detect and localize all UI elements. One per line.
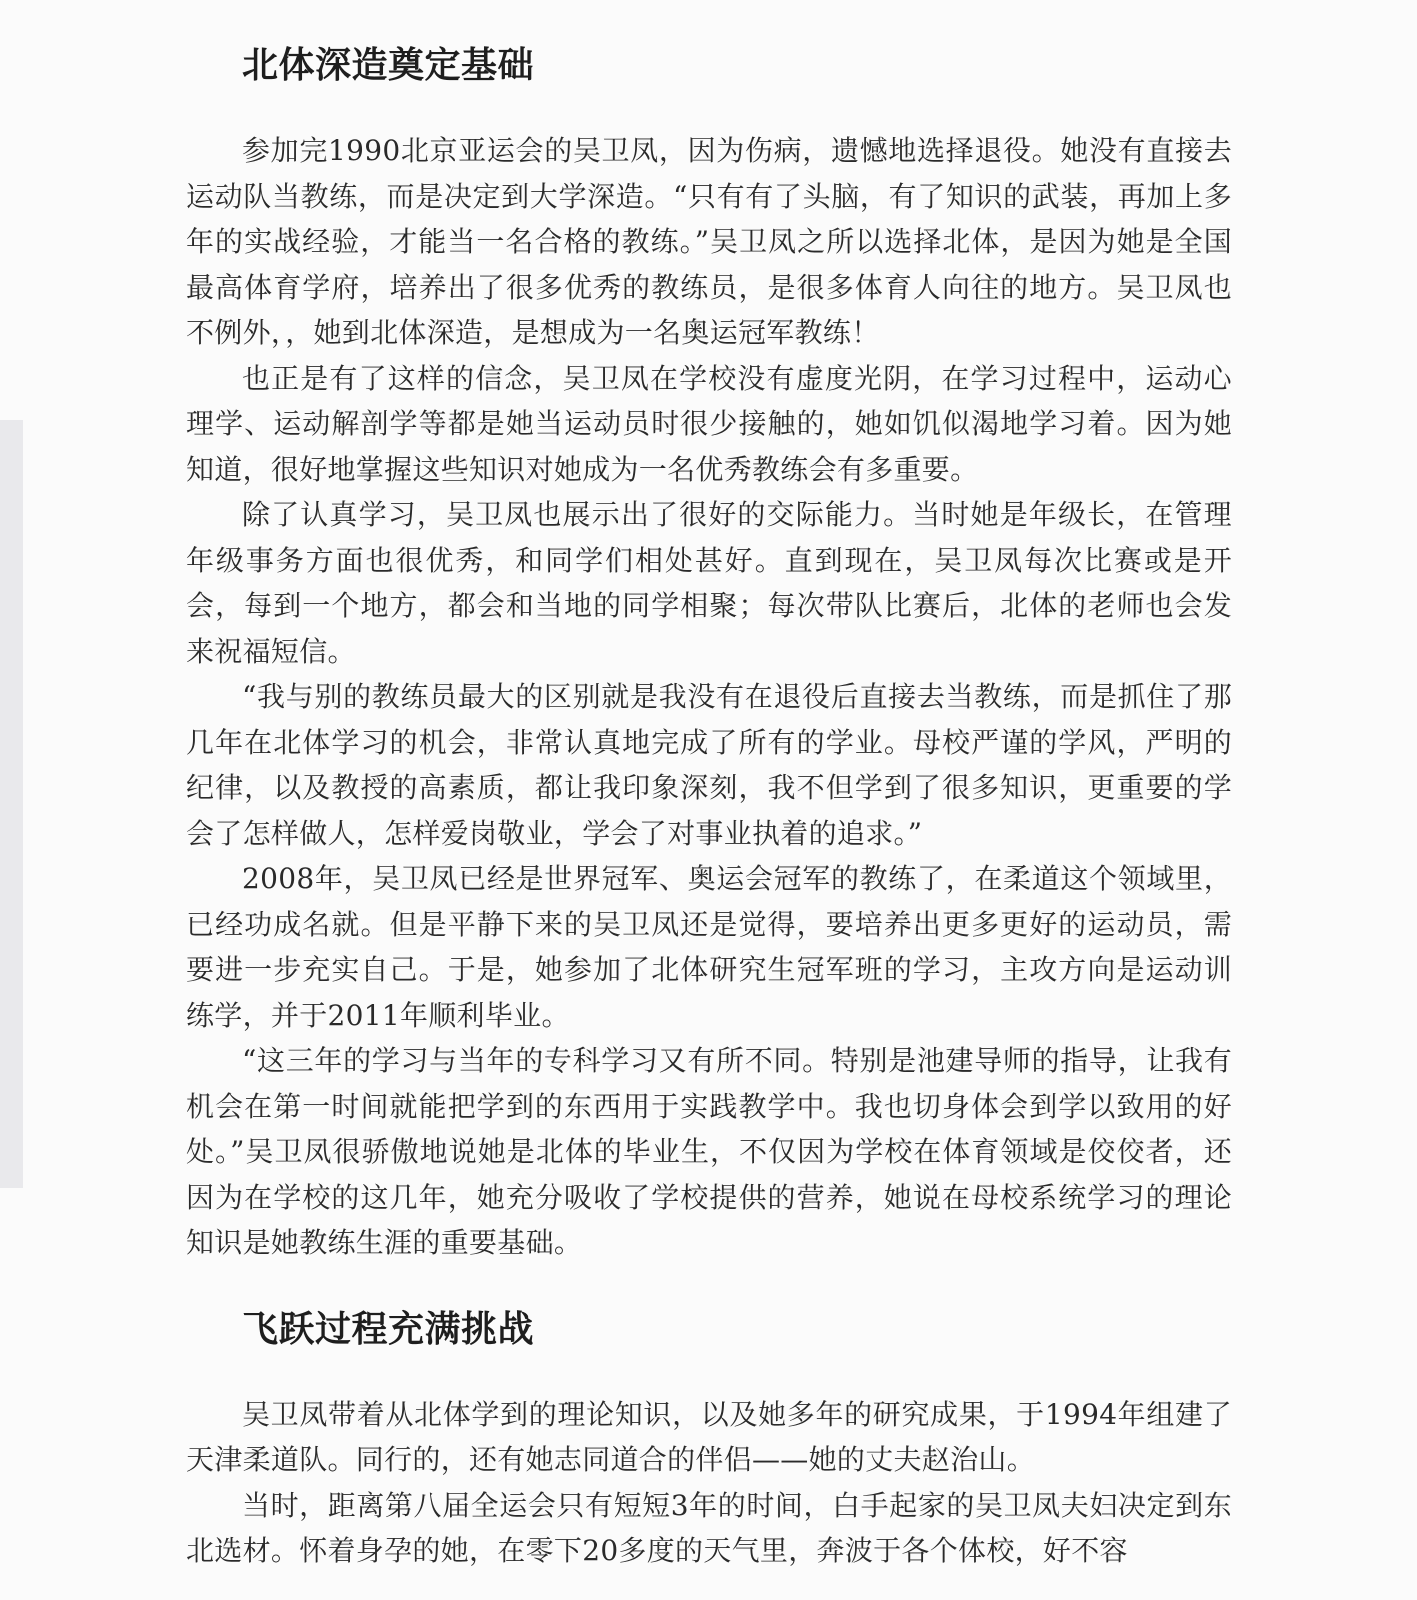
- body-paragraph: 参加完1990北京亚运会的吴卫凤，因为伤病，遗憾地选择退役。她没有直接去运动队当教练，而是决定到大学深造。“只有有了头脑，有了知识的武装，再加上多年的实战经验，才能当一名合格的教练。”吴卫凤之所以选择北体，是因为她是全国最高体育学府，培养出了很多优秀的教练员，是很多体育人向往的地方。吴卫凤也不例外，，她到北体深造，是想成为一名奥运冠军教练！: [186, 134, 1232, 349]
- document-page: [186, 0, 1232, 1574]
- page-edge-strip: [0, 420, 23, 1188]
- quote-paragraph: “我与别的教练员最大的区别就是我没有在退役后直接去当教练，而是抓住了那几年在北体学习的机会，非常认真地完成了所有的学业。母校严谨的学风，严明的纪律，以及教授的高素质，都让我印象深刻，我不但学到了很多知识，更重要的学会了怎样做人，怎样爱岗敬业，学会了对事业执着的追求。”: [186, 680, 1232, 850]
- body-paragraph: 除了认真学习，吴卫凤也展示出了很好的交际能力。当时她是年级长，在管理年级事务方面也很优秀，和同学们相处甚好。直到现在，吴卫凤每次比赛或是开会，每到一个地方，都会和当地的同学相聚；每次带队比赛后，北体的老师也会发来祝福短信。: [186, 498, 1232, 668]
- section-heading: 飞跃过程充满挑战: [242, 1308, 535, 1350]
- section-body: [186, 1392, 1232, 1574]
- body-paragraph: 吴卫凤带着从北体学到的理论知识，以及她多年的研究成果，于1994年组建了天津柔道队。同行的，还有她志同道合的伴侣——她的丈夫赵治山。: [186, 1397, 1232, 1476]
- body-paragraph: 也正是有了这样的信念，吴卫凤在学校没有虚度光阴，在学习过程中，运动心理学、运动解剖学等都是她当运动员时很少接触的，她如饥似渴地学习着。因为她知道，很好地掌握这些知识对她成为一名优秀教练会有多重要。: [186, 361, 1232, 486]
- body-paragraph: 2008年，吴卫凤已经是世界冠军、奥运会冠军的教练了，在柔道这个领域里，已经功成名就。但是平静下来的吴卫凤还是觉得，要培养出更多更好的运动员，需要进一步充实自己。于是，她参加了北体研究生冠军班的学习，主攻方向是运动训练学，并于2011年顺利毕业。: [186, 862, 1232, 1032]
- quote-paragraph: “这三年的学习与当年的专科学习又有所不同。特别是池建导师的指导，让我有机会在第一时间就能把学到的东西用于实践教学中。我也切身体会到学以致用的好处。”吴卫凤很骄傲地说她是北体的毕业生，不仅因为学校在体育领域是佼佼者，还因为在学校的这几年，她充分吸收了学校提供的营养，她说在母校系统学习的理论知识是她教练生涯的重要基础。: [186, 1044, 1232, 1259]
- body-paragraph: 当时，距离第八届全运会只有短短3年的时间，白手起家的吴卫凤夫妇决定到东北选材。怀着身孕的她，在零下20多度的天气里，奔波于各个体校，好不容: [186, 1488, 1232, 1567]
- section-heading: 北体深造奠定基础: [242, 45, 535, 86]
- section-body: [186, 128, 1232, 1266]
